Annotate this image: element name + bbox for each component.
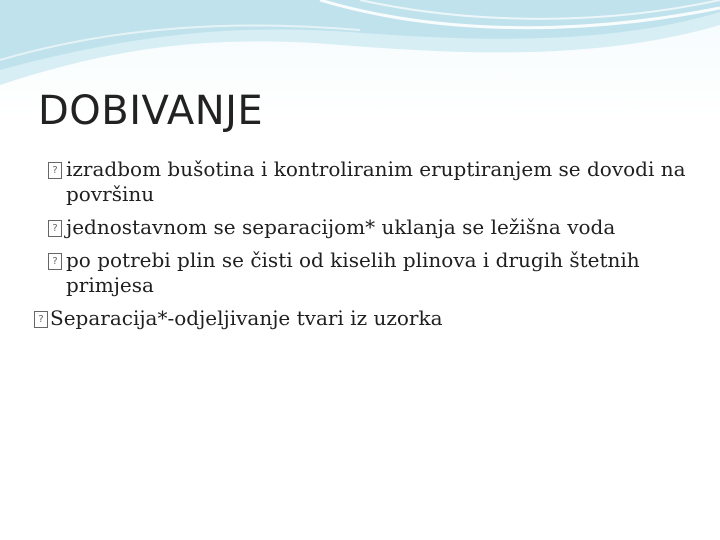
bullet-item xyxy=(34,306,688,331)
bullet-text: jednostavnom se separacijom* uklanja se ležišna voda xyxy=(66,215,616,239)
replacement-glyph-icon: ? xyxy=(48,253,62,270)
replacement-glyph-icon: ? xyxy=(48,220,62,237)
replacement-glyph-icon: ? xyxy=(48,162,62,179)
bullet-item xyxy=(48,157,688,207)
bullet-item xyxy=(48,215,688,240)
slide-title: DOBIVANJE xyxy=(38,88,264,134)
replacement-glyph-icon: ? xyxy=(34,311,48,328)
header-wave-decoration xyxy=(0,0,720,90)
bullet-item xyxy=(48,248,688,298)
bullet-text: po potrebi plin se čisti od kiselih plinova i drugih štetnih primjesa xyxy=(66,248,640,297)
bullet-text: Separacija*-odjeljivanje tvari iz uzorka xyxy=(50,306,443,330)
bullet-list xyxy=(38,157,688,339)
bullet-text: izradbom bušotina i kontroliranim eruptiranjem se dovodi na površinu xyxy=(66,157,686,206)
